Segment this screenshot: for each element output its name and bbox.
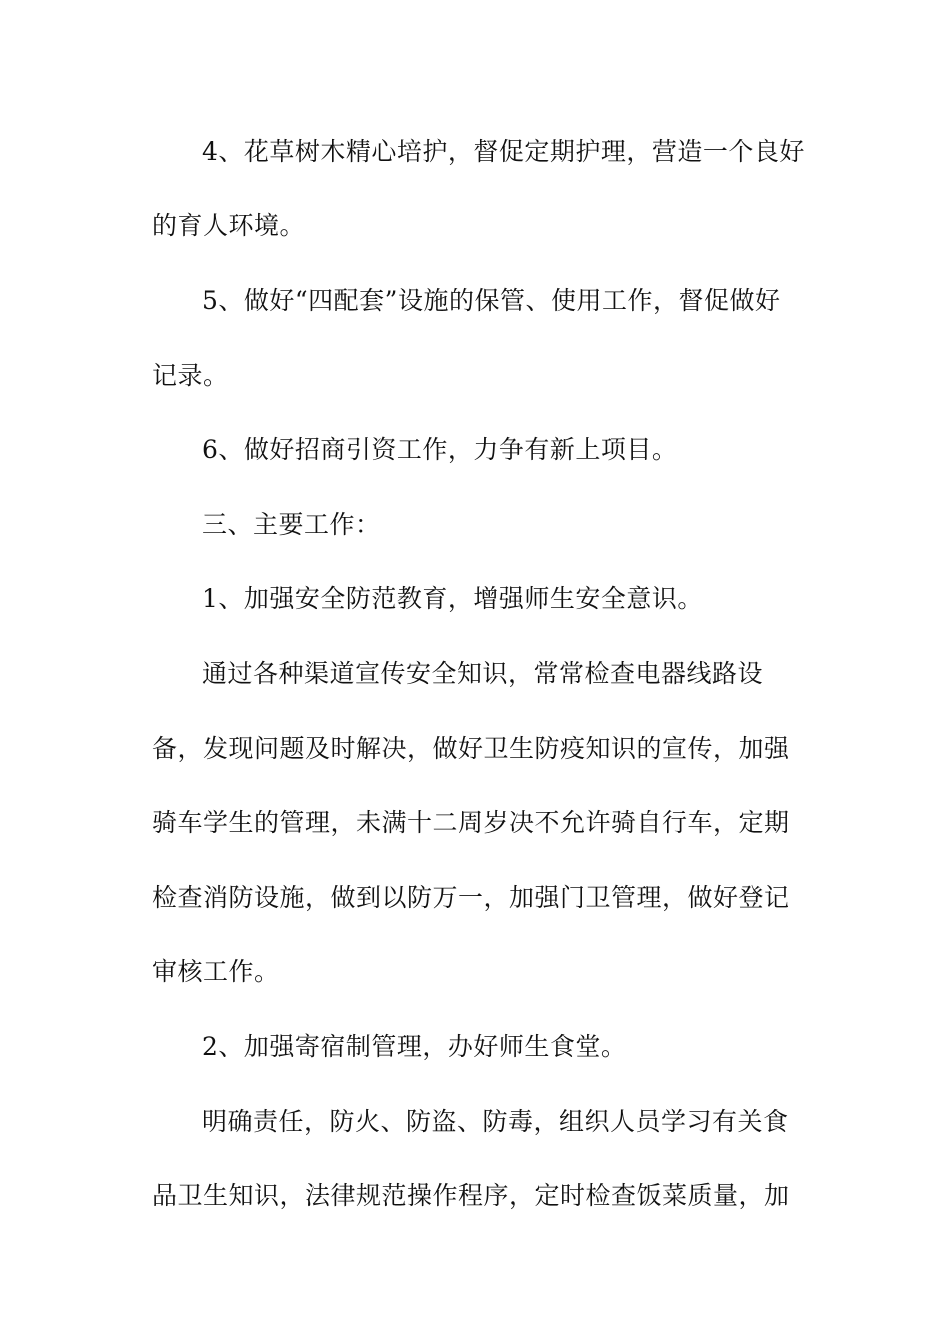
paragraph-line: 审核工作。 <box>152 957 280 986</box>
paragraph-line: 的育人环境。 <box>152 211 306 240</box>
section-heading: 三、主要工作： <box>202 510 381 539</box>
paragraph-line: 5、做好“四配套”设施的保管、使用工作，督促做好 <box>202 286 781 315</box>
paragraph-line: 通过各种渠道宣传安全知识，常常检查电器线路设 <box>202 659 764 688</box>
paragraph-line: 检查消防设施，做到以防万一，加强门卫管理，做好登记 <box>152 883 790 912</box>
paragraph-line: 骑车学生的管理，未满十二周岁决不允许骑自行车，定期 <box>152 808 790 837</box>
paragraph-line: 明确责任，防火、防盗、防毒，组织人员学习有关食 <box>202 1107 789 1136</box>
subheading: 2、加强寄宿制管理，办好师生食堂。 <box>202 1032 627 1061</box>
paragraph-line: 6、做好招商引资工作，力争有新上项目。 <box>202 435 678 464</box>
paragraph-line: 品卫生知识，法律规范操作程序，定时检查饭菜质量，加 <box>152 1181 790 1210</box>
paragraph-line: 4、花草树木精心培护，督促定期护理，营造一个良好 <box>202 137 805 166</box>
subheading: 1、加强安全防范教育，增强师生安全意识。 <box>202 584 703 613</box>
paragraph-line: 记录。 <box>152 361 229 390</box>
paragraph-line: 备，发现问题及时解决，做好卫生防疫知识的宣传，加强 <box>152 734 790 763</box>
